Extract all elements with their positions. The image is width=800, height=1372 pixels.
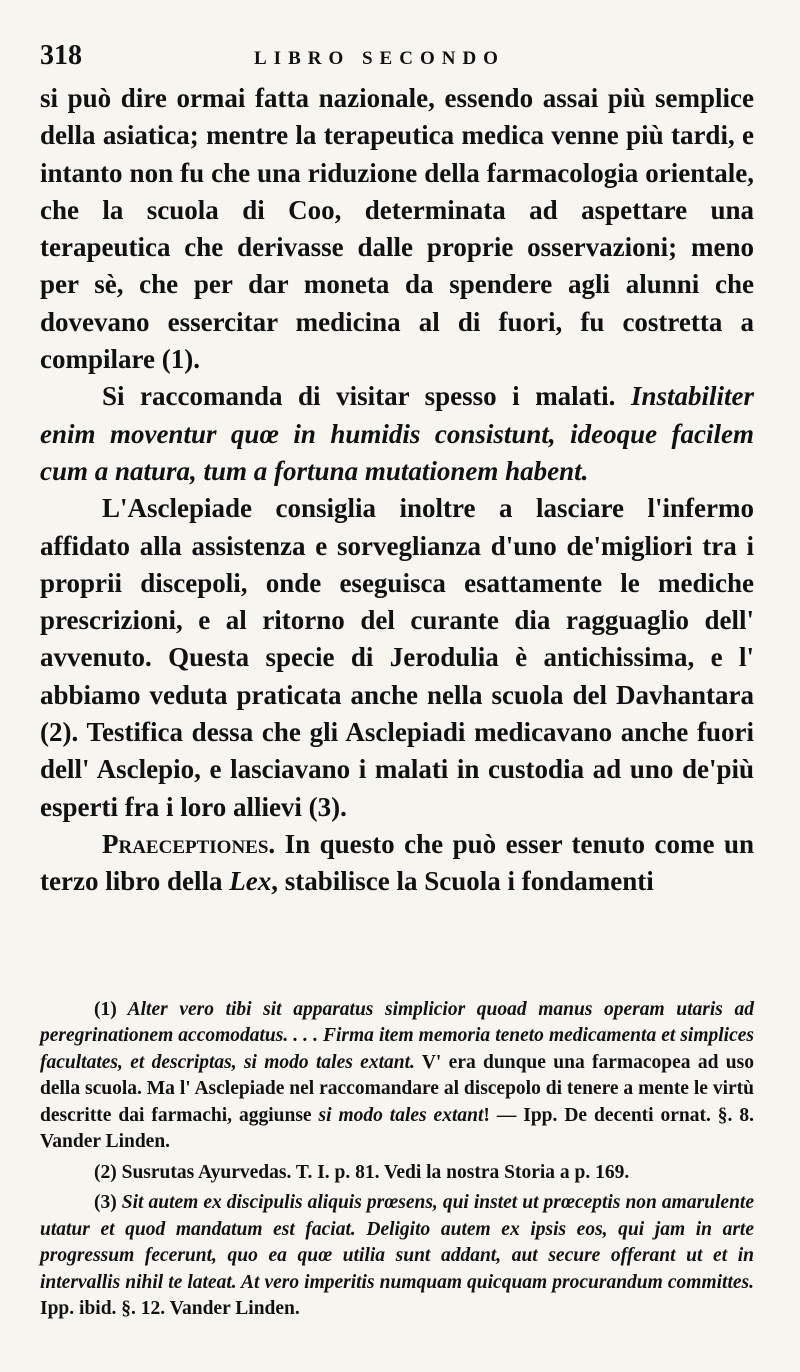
footnote-1-marker: (1) <box>94 998 117 1020</box>
paragraph-2-text: Si raccomanda di visitar spesso i malati. <box>102 381 631 412</box>
paragraph-1: si può dire ormai fatta nazionale, essendo assai più semplice della asiatica; mentre la terapeutica medica venne più tardi, e intanto non fu che una riduzione della farmacologia orientale, che la scuola di Coo, determinata ad aspettare una terapeutica che derivasse dalle proprie osservazioni; meno per sè, che per dar moneta da spendere agli alunni che dovevano essercitar medicina al di fuori, fu costretta a compilare (1). <box>40 83 754 375</box>
footnotes <box>40 997 754 1323</box>
footnote-1-text: V' era dunque una farmacopea ad uso della scuola. Ma l' Asclepiade nel raccomandare al discepolo di tenere a mente le virtù descritte dai farmachi, aggiunse <box>40 1051 754 1126</box>
section-heading: Praeceptiones. <box>102 828 276 859</box>
footnote-1-quote: Alter vero tibi sit apparatus simplicior quoad manus operam utaris ad peregrinationem accomodatus. . . . Firma item memoria teneto medicamenta et simplices facultates, et descriptas, si modo tales extant. <box>40 998 754 1073</box>
footnote-3-reference: Ipp. ibid. §. 12. Vander Linden. <box>40 1298 300 1320</box>
footnote-1-quote-2: si modo tales extant <box>318 1104 484 1126</box>
running-head <box>40 40 754 80</box>
page-number: 318 <box>40 40 82 71</box>
paragraph-3: L'Asclepiade consiglia inoltre a lasciare l'infermo affidato alla assistenza e sorveglianza d'uno de'migliori tra i proprii discepoli, onde eseguisca esattamente le mediche prescrizioni, e al ritorno del curante dia ragguaglio dell' avvenuto. Questa specie di Jerodulia è antichissima, e l' abbiamo veduta praticata anche nella scuola del Davhantara (2). Testifica dessa che gli Asclepiadi medicavano anche fuori dell' Asclepio, e lasciavano i malati in custodia ad uno de'più esperti fra i loro allievi (3). <box>40 493 754 822</box>
main-text <box>40 80 754 901</box>
paragraph-4-lex: Lex <box>229 866 272 897</box>
footnote-3-marker: (3) <box>94 1192 117 1214</box>
footnote-3 <box>40 1190 754 1323</box>
paragraph-2-quote: Instabiliter enim moventur quœ in humidis consistunt, ideoque facilem cum a natura, tum a fortuna mutationem habent. <box>40 381 754 486</box>
paragraph-2 <box>40 378 754 490</box>
paragraph-4-text-b: , stabilisce la Scuola i fondamenti <box>271 866 654 897</box>
footnote-1 <box>40 997 754 1156</box>
running-title: LIBRO SECONDO <box>254 48 505 69</box>
footnote-2: (2) Susrutas Ayurvedas. T. I. p. 81. Vedi la nostra Storia a p. 169. <box>94 1161 630 1183</box>
paragraph-4-text-a: In questo che può esser tenuto come un terzo libro della <box>40 828 754 897</box>
footnote-1-reference: ! — Ipp. De decenti ornat. §. 8. Vander Linden. <box>40 1104 754 1153</box>
paragraph-4 <box>40 826 754 901</box>
footnote-3-quote: Sit autem ex discipulis aliquis prœsens, qui instet ut prœceptis non amarulente utatur et quod mandatum est faciat. Deligito autem ex ipsis eos, qui jam in arte progressum fecerunt, quo ea quœ utilia sunt addant, aut secure offerant ut et in intervallis nihil te lateat. At vero imperitis numquam quicquam procurandum committes. <box>40 1192 754 1293</box>
footnote-separator <box>40 901 754 997</box>
